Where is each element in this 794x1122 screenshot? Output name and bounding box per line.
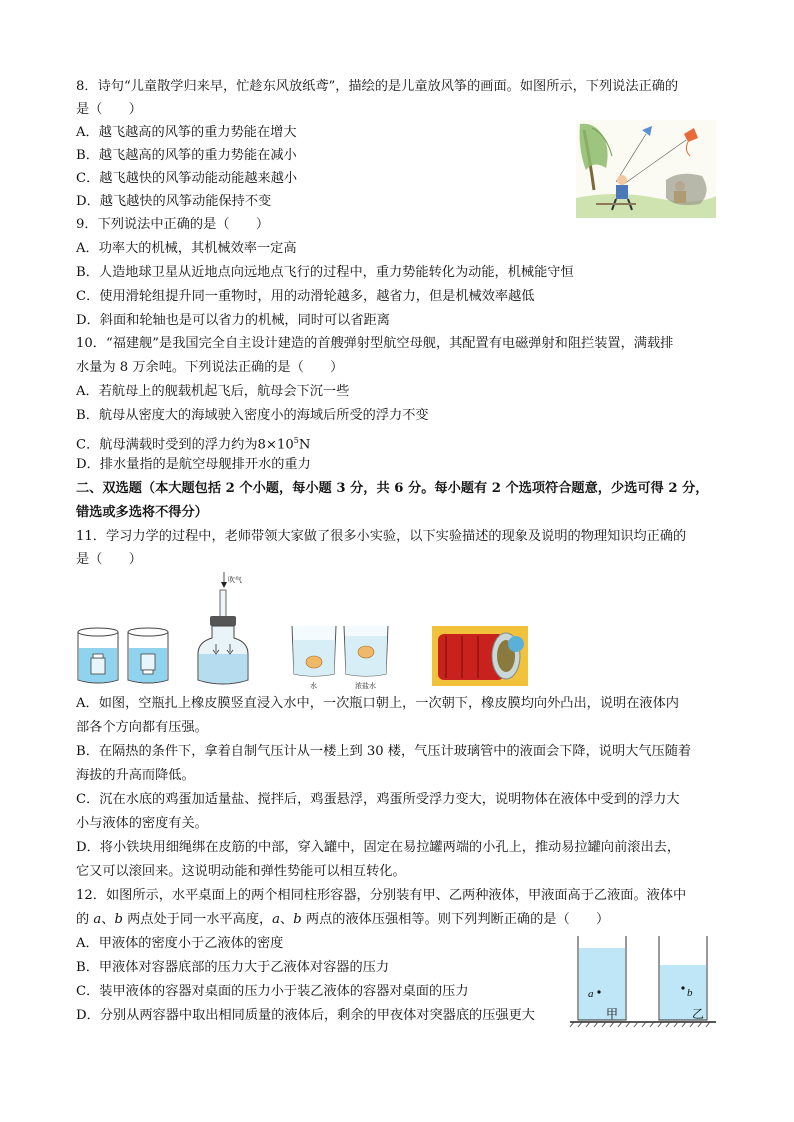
q10-option-c-text: C．航母满载时受到的浮力约为 (76, 437, 258, 453)
q10-option-d: D．排水量指的是航空母舰排开水的重力 (76, 457, 311, 472)
q11-option-b-line1: B．在隔热的条件下，拿着自制气压计从一楼上到 30 楼，气压计玻璃管中的液面会下降，说明大气压随着 (76, 744, 692, 759)
q12-stem2-mid2: 两点处于同一水平高度， (122, 912, 273, 927)
q12-stem-line2 (76, 911, 609, 929)
q11-stem-line2: 是（ ） (76, 552, 142, 567)
homemade-barometer (198, 572, 248, 684)
q12-var-b: b (114, 912, 123, 927)
q12-var-a2: a (272, 912, 281, 927)
q11-option-b-line2: 海拔的升高而降低。 (76, 768, 195, 783)
table-surface (570, 1022, 716, 1027)
section2-heading-line1: 二、双选题（本大题包括 2 个小题，每小题 3 分，共 6 分。每小题有 2 个选项符合题意，少选可得 2 分， (76, 481, 709, 496)
q10-option-a: A．若航母上的舰载机起飞后，航母会下沉一些 (76, 384, 350, 399)
q10-stem-line2: 水量为 8 万余吨。下列说法正确的是（ ） (76, 360, 344, 375)
jia-label: 甲 (606, 1007, 619, 1021)
beaker-saltwater-egg (344, 626, 388, 690)
q8-option-d: D．越飞越快的风筝动能保持不变 (76, 194, 272, 209)
q10-option-c-exponent: 5 (293, 436, 299, 445)
q12-containers-figure (568, 930, 718, 1030)
q10-stem-line1: 10．“福建舰”是我国完全自主设计建造的首艘弹射型航空母舰，其配置有电磁弹射和阻拦装置，满载排 (76, 336, 674, 351)
q11-option-d-line2: 它又可以滚回来。这说明动能和弹性势能可以相互转化。 (76, 864, 406, 879)
rolling-can-photo (432, 626, 528, 686)
q10-option-c-value: 8×10 (257, 437, 294, 453)
yi-label: 乙 (692, 1007, 705, 1021)
point-a-dot (597, 990, 600, 993)
q11-option-c-line2: 小与液体的密度有关。 (76, 816, 208, 831)
q8-option-b: B．越飞越高的风筝的重力势能在减小 (76, 148, 297, 163)
q12-stem2-mid3: 、 (280, 912, 294, 927)
q11-experiment-figures (74, 570, 534, 692)
q11-option-a-line2: 部各个方向都有压强。 (76, 720, 208, 735)
water-label: 水 (310, 682, 317, 690)
q12-stem2-post: 两点的液体压强相等。则下列判断正确的是（ ） (301, 912, 610, 927)
salt-water-label: 浓盐水 (355, 682, 376, 690)
q12-stem2-pre: 的 (76, 912, 94, 927)
q9-stem: 9．下列说法中正确的是（ ） (76, 217, 270, 232)
q12-stem2-mid1: 、 (101, 912, 115, 927)
q12-option-b: B．甲液体对容器底部的压力大于乙液体对容器的压力 (76, 960, 390, 975)
section2-heading-line2: 错选或多选将不得分） (76, 505, 208, 520)
q10-option-b: B．航母从密度大的海域驶入密度小的海域后所受的浮力不变 (76, 408, 429, 423)
beaker-water-egg (292, 626, 336, 690)
beaker-bottle-up (78, 628, 118, 683)
kite-flying-illustration (576, 120, 716, 218)
q9-option-b: B．人造地球卫星从近地点向远地点飞行的过程中，重力势能转化为动能，机械能守恒 (76, 265, 574, 280)
q11-option-c-line1: C．沉在水底的鸡蛋加适量盐、搅拌后，鸡蛋悬浮，鸡蛋所受浮力变大，说明物体在液体中受到的浮力大 (76, 792, 680, 807)
container-jia (578, 936, 626, 1021)
point-a-label: a (588, 988, 594, 1000)
q12-option-d: D．分别从两容器中取出相同质量的液体后，剩余的甲夜体对突器底的压强更大 (76, 1008, 535, 1023)
q9-option-d: D．斜面和轮轴也是可以省力的机械，同时可以省距离 (76, 313, 390, 328)
q11-option-d-line1: D．将小铁块用细绳绑在皮筋的中部，穿入罐中，固定在易拉罐两端的小孔上，推动易拉罐向前滚出去， (76, 840, 681, 855)
q12-option-c: C．装甲液体的容器对桌面的压力小于装乙液体的容器对桌面的压力 (76, 984, 469, 999)
q12-var-b2: b (293, 912, 302, 927)
q11-stem-line1: 11．学习力学的过程中，老师带领大家做了很多小实验，以下实验描述的现象及说明的物理知识均正确的 (76, 529, 687, 544)
q8-stem-line1: 8．诗句“儿童散学归来早，忙趁东风放纸鸢”，描绘的是儿童放风筝的画面。如图所示，下列说法正确的 (76, 79, 679, 94)
q10-option-c-unit: N (298, 437, 311, 453)
q12-var-a: a (93, 912, 102, 927)
q9-option-a: A．功率大的机械，其机械效率一定高 (76, 241, 297, 256)
q10-option-c (76, 432, 310, 454)
q11-option-a-line1: A．如图，空瓶扎上橡皮膜竖直浸入水中，一次瓶口朝上，一次朝下，橡皮膜均向外凸出，说明在液体内 (76, 696, 679, 711)
q9-option-c: C．使用滑轮组提升同一重物时，用的动滑轮越多，越省力，但是机械效率越低 (76, 289, 535, 304)
beaker-bottle-down (128, 628, 168, 683)
blow-air-label: 吹气 (228, 576, 242, 584)
point-b-dot (681, 986, 684, 989)
q8-stem-line2: 是（ ） (76, 102, 142, 117)
point-b-label: b (687, 987, 693, 999)
q12-stem-line1: 12．如图所示，水平桌面上的两个相同柱形容器，分别装有甲、乙两种液体，甲液面高于乙液面。液体中 (76, 888, 687, 903)
q8-option-c: C．越飞越快的风筝动能动能越来越小 (76, 171, 298, 186)
container-yi (659, 936, 707, 1021)
q8-option-a: A．越飞越高的风筝的重力势能在增大 (76, 125, 297, 140)
q12-option-a: A．甲液体的密度小于乙液体的密度 (76, 936, 284, 951)
